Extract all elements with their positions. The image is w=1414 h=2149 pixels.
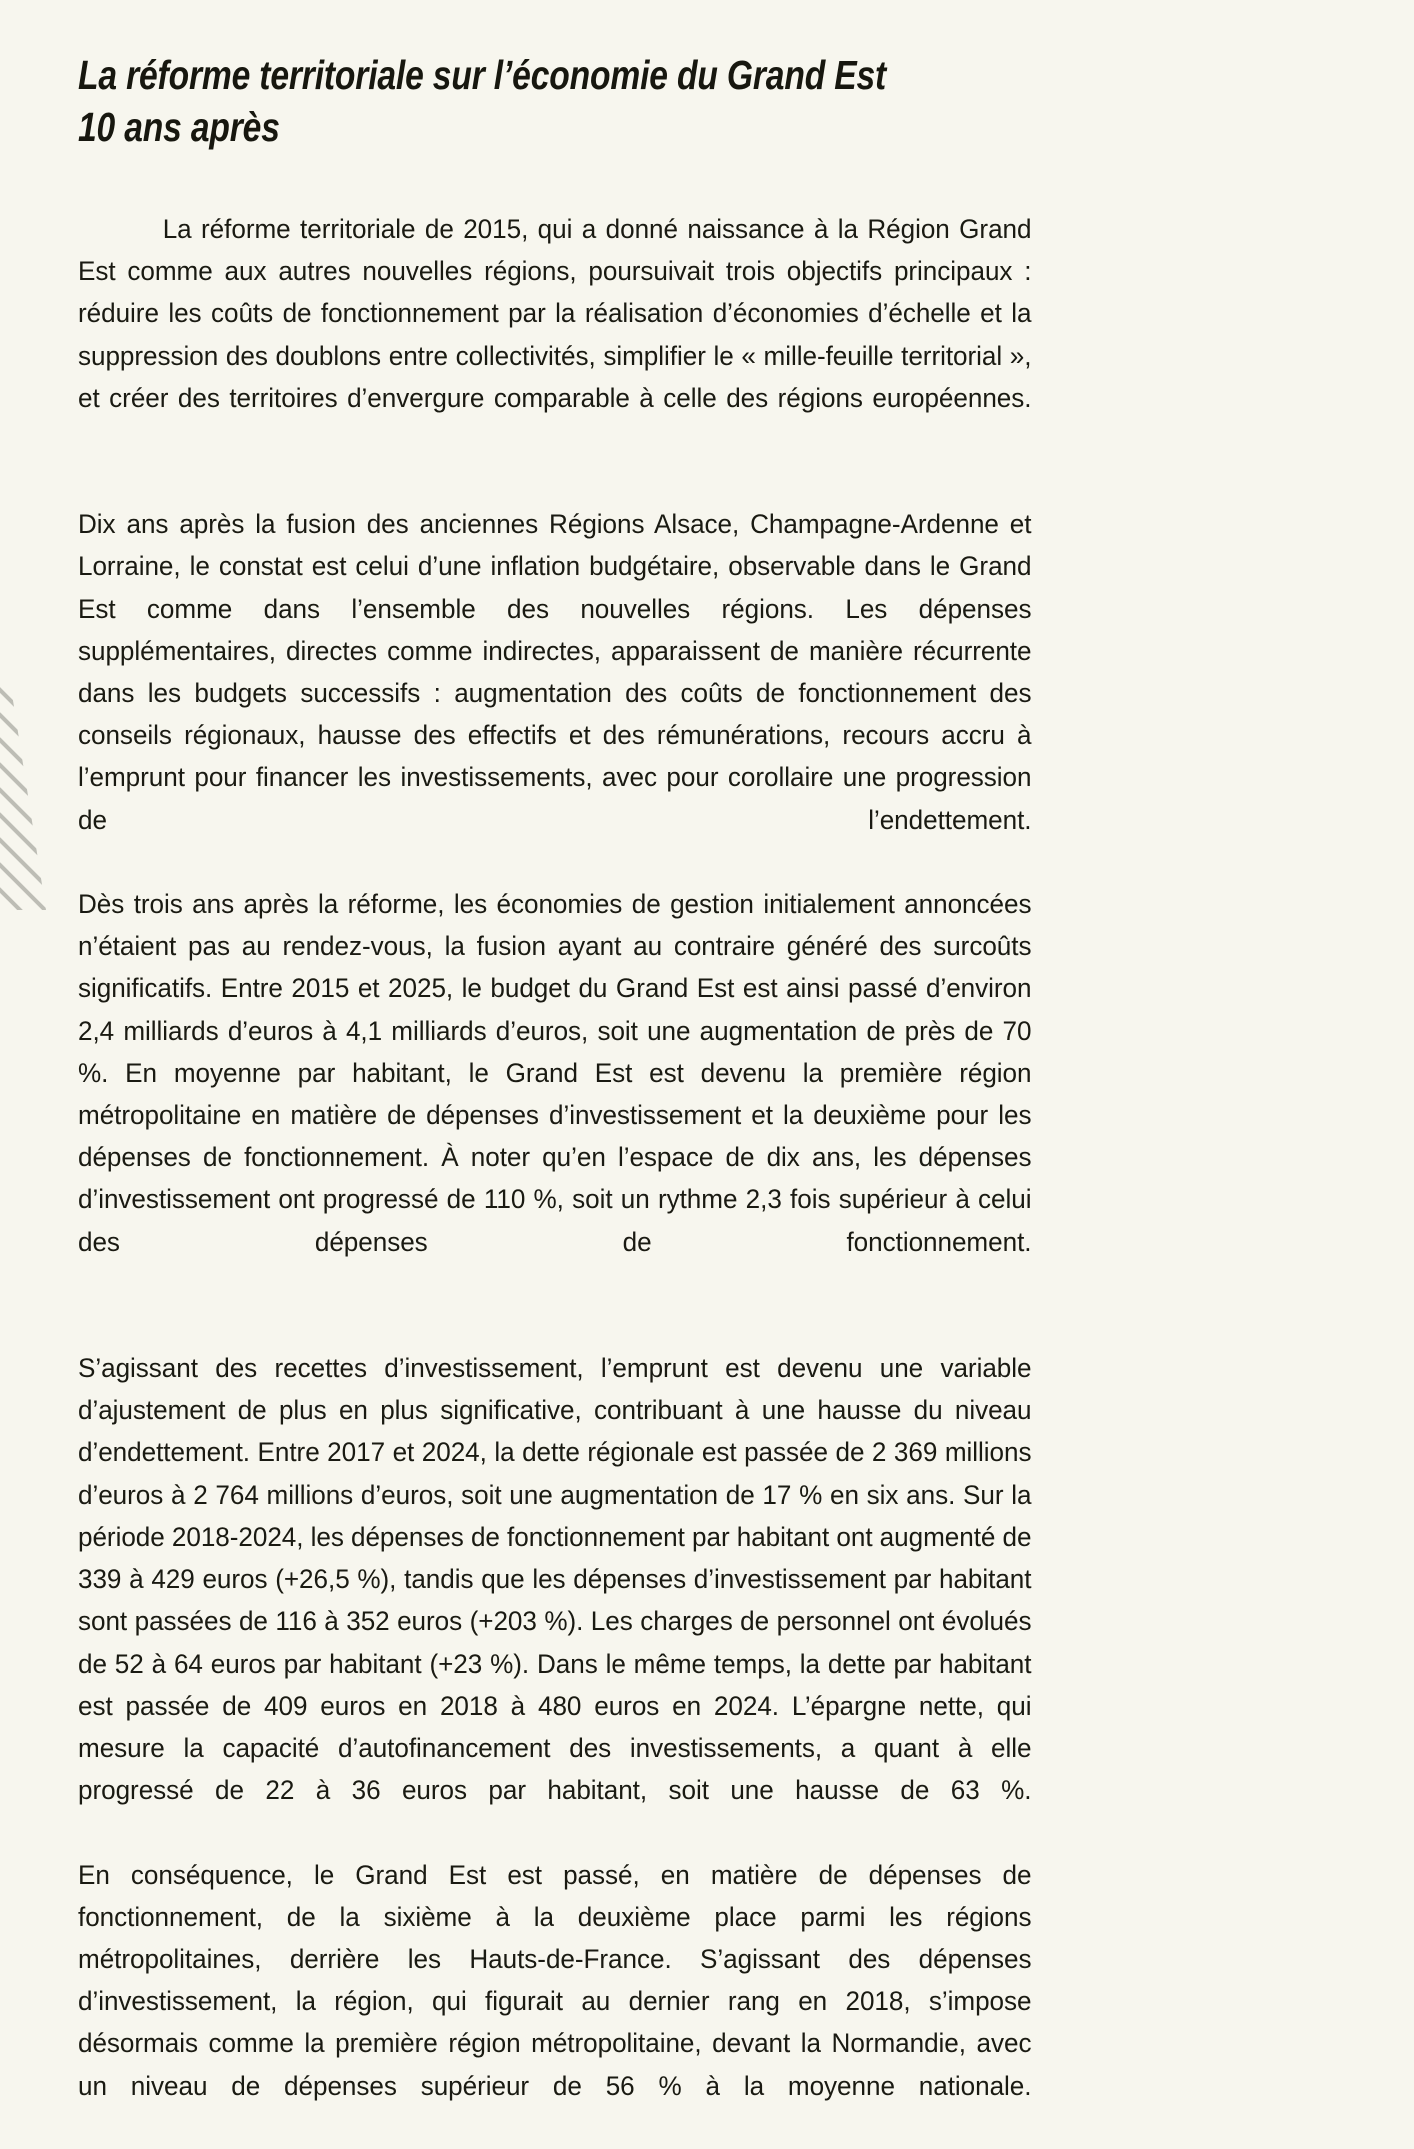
paragraph-3: Dès trois ans après la réforme, les économies de gestion initialement annoncées n’étaient pas au rendez-vous, la fusion ayant au contraire généré des surcoûts significatifs. Entre 2015 et 2025, le budget du Grand Est est ainsi passé d’environ 2,4 milliards d’euros à 4,1 milliards d’euros, soit une augmentation de près de 70 %. En moyenne par habitant, le Grand Est est devenu la première région métropolitaine en matière de dépenses d’investissement et la deuxième pour les dépenses de fonctionnement. À noter qu’en l’espace de dix ans, les dépenses d’investissement ont progressé de 110 %, soit un rythme 2,3 fois supérieur à celui des dépenses de fonctionnement. — [78, 889, 1032, 1257]
paragraph-2: Dix ans après la fusion des anciennes Régions Alsace, Champagne-Ardenne et Lorraine, le constat est celui d’une inflation budgétaire, observable dans le Grand Est comme dans l’ensemble des nouvelles régions. Les dépenses supplémentaires, directes comme indirectes, apparaissent de manière récurrente dans les budgets successifs : augmentation des coûts de fonctionnement des conseils régionaux, hausse des effectifs et des rémunérations, recours accru à l’emprunt pour financer les investissements, avec pour corollaire une progression de l’endettement. — [78, 509, 1032, 835]
paragraph-spacer — [78, 461, 1046, 503]
document-body — [78, 208, 1046, 2149]
paragraph-1: La réforme territoriale de 2015, qui a donné naissance à la Région Grand Est comme aux autres nouvelles régions, poursuivait trois objectifs principaux : réduire les coûts de fonctionnement par la réalisation d’économies d’échelle et la suppression des doublons entre collectivités, simplifier le « mille-feuille territorial », et créer des territoires d’envergure comparable à celle des régions européennes. — [78, 214, 1032, 413]
paragraph-5: En conséquence, le Grand Est est passé, en matière de dépenses de fonctionnement, de la sixième à la deuxième place parmi les régions métropolitaines, derrière les Hauts-de-France. S’agissant des dépenses d’investissement, la région, qui figurait au dernier rang en 2018, s’impose désormais comme la première région métropolitaine, devant la Normandie, avec un niveau de dépenses supérieur de 56 % à la moyenne nationale. — [78, 1859, 1032, 2101]
page-title: La réforme territoriale sur l’économie du Grand Est 10 ans après — [78, 52, 896, 151]
paragraph-4: S’agissant des recettes d’investissement, l’emprunt est devenu une variable d’ajustement de plus en plus significative, contribuant à une hausse du niveau d’endettement. Entre 2017 et 2024, la dette régionale est passée de 2 369 millions d’euros à 2 764 millions d’euros, soit une augmentation de 17 % en six ans. Sur la période 2018-2024, les dépenses de fonctionnement par habitant ont augmenté de 339 à 429 euros (+26,5 %), tandis que les dépenses d’investissement par habitant sont passées de 116 à 352 euros (+203 %). Les charges de personnel ont évolués de 52 à 64 euros par habitant (+23 %). Dans le même temps, la dette par habitant est passée de 409 euros en 2018 à 480 euros en 2024. L’épargne nette, qui mesure la capacité d’autofinancement des investissements, a quant à elle progressé de 22 à 36 euros par habitant, soit une hausse de 63 %. — [78, 1353, 1032, 1806]
diagonal-hatch-decoration — [0, 618, 46, 910]
paragraph-spacer — [78, 1305, 1046, 1347]
